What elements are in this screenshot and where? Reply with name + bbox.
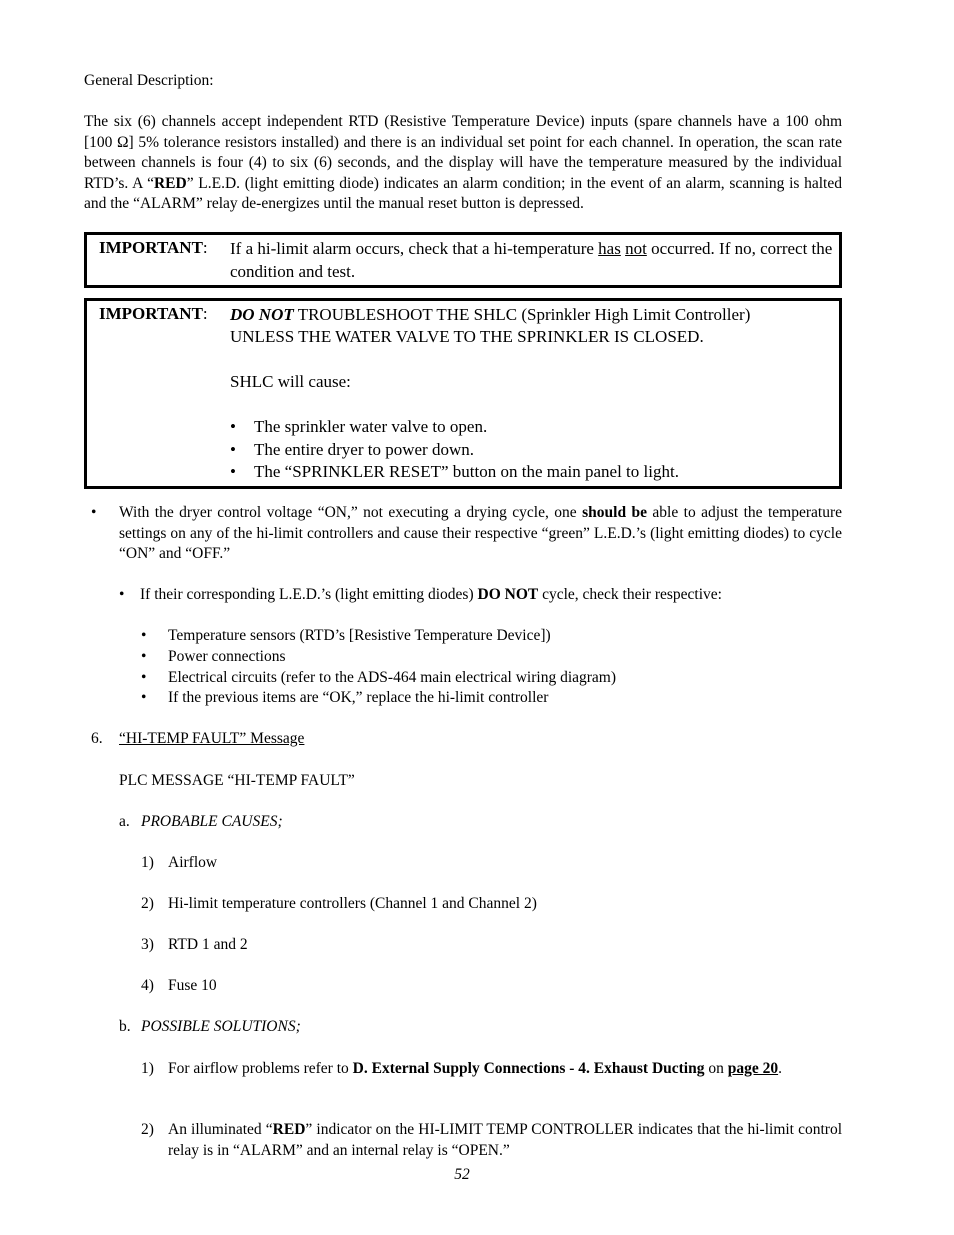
important-label: IMPORTANT: [99, 304, 208, 323]
bullet: • [141, 689, 147, 706]
list-item: Hi-limit temperature controllers (Channel 1 and Channel 2) [168, 895, 537, 912]
list-item: RTD 1 and 2 [168, 936, 248, 953]
section-title: “HI-TEMP FAULT” Message [119, 730, 305, 747]
led-check-paragraph: If their corresponding L.E.D.’s (light emitting diodes) DO NOT cycle, check their respective: [140, 586, 722, 603]
bullet: • [141, 669, 147, 686]
subsection-title: POSSIBLE SOLUTIONS; [141, 1018, 301, 1035]
list-item: If the previous items are “OK,” replace the hi-limit controller [168, 689, 549, 706]
list-number: 2) [141, 1121, 154, 1138]
shlc-will-cause: SHLC will cause: [230, 372, 351, 391]
list-number: 1) [141, 1060, 154, 1077]
bullet: • [141, 648, 147, 665]
list-item: Fuse 10 [168, 977, 217, 994]
subsection-label: b. [119, 1018, 131, 1035]
important-label: IMPORTANT: [99, 238, 208, 257]
list-item: • The “SPRINKLER RESET” button on the main panel to light. [230, 462, 679, 481]
list-item: Airflow [168, 854, 218, 871]
important-warning-box [84, 298, 842, 489]
list-number: 2) [141, 895, 154, 912]
solution-red-indicator: An illuminated “RED” indicator on the HI-LIMIT TEMP CONTROLLER indicates that the hi-limit control relay is in “ALARM” and an internal relay is “OPEN.” [168, 1121, 843, 1159]
bullet: • [119, 586, 125, 603]
red-emphasis: RED [153, 174, 187, 192]
list-number: 3) [141, 936, 154, 953]
bullet: • [141, 627, 147, 644]
important-text: If a hi-limit alarm occurs, check that a hi-temperature has not occurred. If no, correct the condition and test. [230, 239, 833, 281]
section-heading: General Description: [84, 72, 214, 89]
list-number: 1) [141, 854, 154, 871]
plc-message: PLC MESSAGE “HI-TEMP FAULT” [119, 772, 355, 789]
list-item: Electrical circuits (refer to the ADS-464 main electrical wiring diagram) [168, 669, 617, 686]
page-number: 52 [454, 1166, 470, 1183]
important-notice-box [84, 232, 842, 288]
section-number: 6. [91, 730, 103, 747]
dryer-control-paragraph: With the dryer control voltage “ON,” not executing a drying cycle, one should be able to adjust the temperature settings on any of the hi-limit controllers and cause their respective “green” L.E.D.’s (light emitting diodes) to cycle “ON” and “OFF.” [119, 504, 843, 562]
warning-line-2: UNLESS THE WATER VALVE TO THE SPRINKLER IS CLOSED. [230, 327, 704, 346]
list-number: 4) [141, 977, 154, 994]
list-item: Temperature sensors (RTD’s [Resistive Temperature Device]) [168, 627, 551, 644]
list-item: • The entire dryer to power down. [230, 440, 474, 459]
subsection-label: a. [119, 813, 130, 830]
list-item: • The sprinkler water valve to open. [230, 417, 488, 436]
bullet: • [91, 504, 97, 521]
general-description-paragraph: The six (6) channels accept independent RTD (Resistive Temperature Device) inputs (spare channels have a 100 ohm [100 Ω] 5% tolerance resistors installed) and there is an individual set point for each channel. In operation, the scan rate between channels is four (4) to six (6) seconds, and the display will have the temperature measured by the individual RTD’s. A “RED” L.E.D. (light emitting diode) indicates an alarm condition; in the event of an alarm, scanning is halted and the “ALARM” relay de-energizes until the manual reset button is depressed. [84, 113, 842, 212]
subsection-title: PROBABLE CAUSES; [141, 813, 283, 830]
solution-airflow: For airflow problems refer to D. External Supply Connections - 4. Exhaust Ducting on page 20. [168, 1060, 782, 1077]
page-link[interactable]: page 20 [727, 1060, 779, 1077]
warning-line-1: DO NOT TROUBLESHOOT THE SHLC (Sprinkler High Limit Controller) [230, 305, 751, 324]
list-item: Power connections [168, 648, 286, 665]
